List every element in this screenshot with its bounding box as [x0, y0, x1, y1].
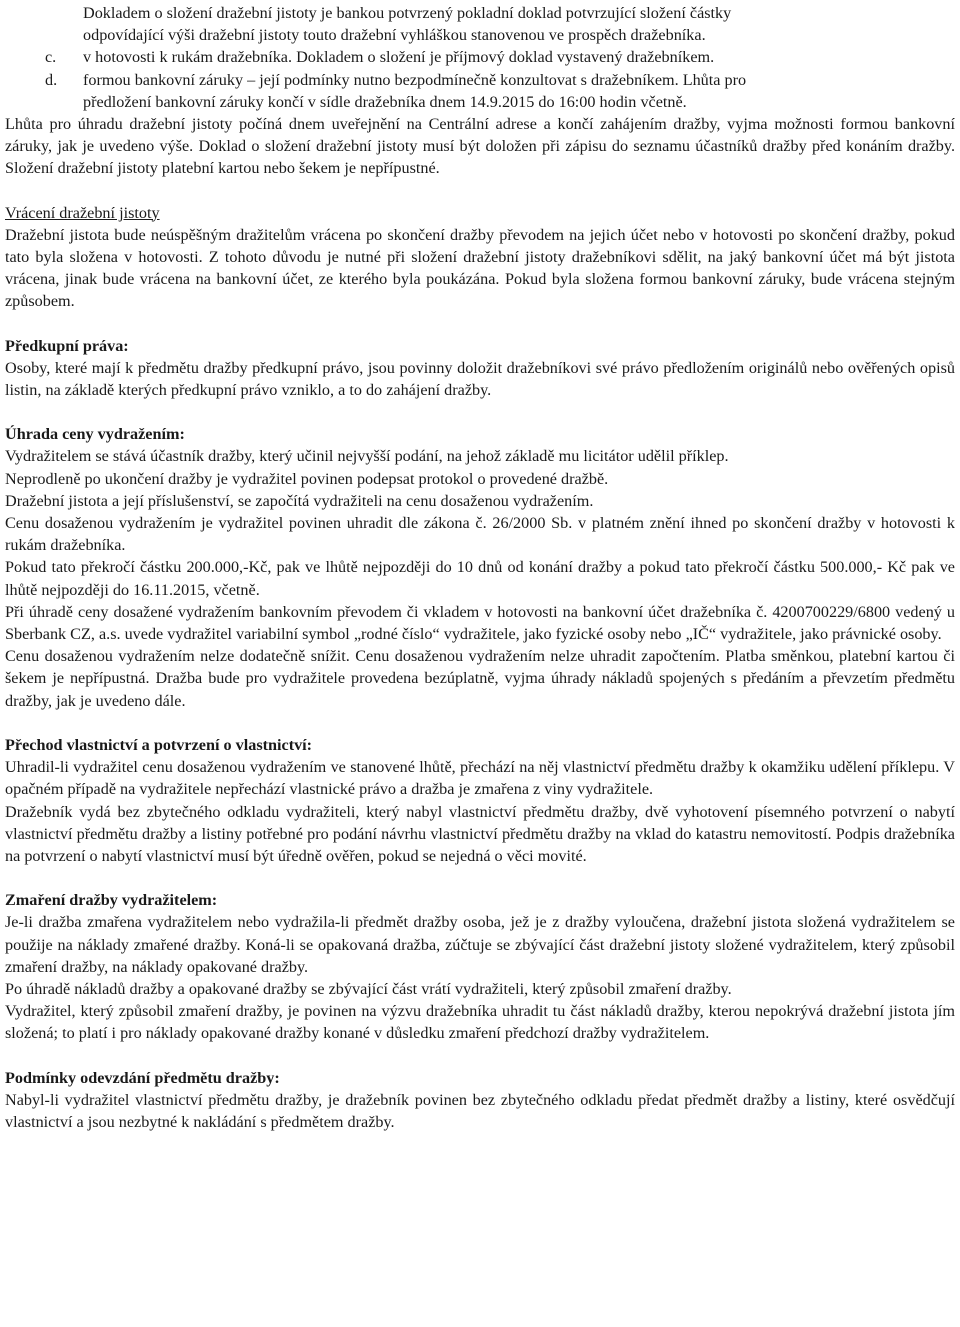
vraceni-section	[5, 202, 955, 313]
predkupni-heading: Předkupní práva:	[5, 336, 129, 355]
list-text-d	[83, 69, 955, 113]
intro-line-1: Dokladem o složení dražební jistoty je bankou potvrzený pokladní doklad potvrzující složení částky	[83, 4, 732, 22]
zmareni-paragraph-3: Vydražitel, který způsobil zmaření dražby, je povinen na výzvu dražebníka uhradit tu část nákladů dražby, kterou nepokrývá dražební jistota jím složená; to platí i pro náklady opakované dražby konané v důsledku zmaření předchozí dražby vydražitelem.	[5, 1002, 955, 1043]
vraceni-heading: Vrácení dražební jistoty	[5, 203, 160, 222]
uhrada-heading: Úhrada ceny vydražením:	[5, 425, 185, 444]
odevzdani-heading: Podmínky odevzdání předmětu dražby:	[5, 1068, 280, 1087]
list-text-d-line-2: předložení bankovní záruky končí v sídle dražebníka dnem 14.9.2015 do 16:00 hodin včetně.	[83, 92, 687, 111]
predkupni-paragraph: Osoby, které mají k předmětu dražby předkupní právo, jsou povinny doložit dražebníkovi své právo předložením originálů nebo ověřených opisů listin, na základě kterých předkupní právo vzniklo, a to do zahájení dražby.	[5, 358, 955, 400]
intro-line-2: odpovídající výši dražební jistoty touto dražební vyhláškou stanovenou ve prospěch dražebníka.	[83, 26, 706, 45]
predkupni-section	[5, 335, 955, 402]
uhrada-paragraph-5: Pokud tato překročí částku 200.000,-Kč, pak ve lhůtě nejpozději do 10 dnů od konání dražby a pokud tato překročí částku 500.000,- Kč pak ve lhůtě nejpozději do 16.11.2015, včetně.	[5, 558, 955, 599]
uhrada-paragraph-2: Neprodleně po ukončení dražby je vydražitel povinen podepsat protokol o provedené dražbě.	[5, 469, 609, 488]
uhrada-paragraph-6: Při úhradě ceny dosažené vydražením bankovním převodem či vkladem v hotovosti na bankovní účet dražebníka č. 4200700229/6800 vedený u Sberbank CZ, a.s. uvede vydražitel variabilní symbol „rodné číslo“ vydražitele, jako fyzické osoby nebo „IČ“ vydražitele, jako právnické osoby.	[5, 602, 955, 644]
prechod-paragraph-1: Uhradil-li vydražitel cenu dosaženou vydražením ve stanovené lhůtě, přechází na něj vlastnictví předmětu dražby k okamžiku udělení příklepu. V opačném případě na vydražitele nepřechází vlastnické právo a dražba je zmařena z viny vydražitele.	[5, 758, 955, 799]
list-marker-d: d.	[45, 70, 58, 89]
uhrada-paragraph-3: Dražební jistota a její příslušenství, se započítá vydražiteli na cenu dosaženou vydražením.	[5, 491, 594, 510]
uhrada-section	[5, 423, 955, 712]
prechod-heading: Přechod vlastnictví a potvrzení o vlastnictví:	[5, 735, 313, 754]
intro-section	[5, 0, 955, 180]
uhrada-paragraph-4: Cenu dosaženou vydražením je vydražitel povinen uhradit dle zákona č. 26/2000 Sb. v platném znění ihned po skončení dražby v hotovosti k rukám dražebníka.	[5, 514, 955, 555]
prechod-section	[5, 734, 955, 867]
list-text-c: v hotovosti k rukám dražebníka. Dokladem o složení je příjmový doklad vystavený dražebníkem.	[83, 48, 715, 67]
zmareni-section	[5, 889, 955, 1044]
list-marker-c: c.	[45, 48, 57, 67]
list-item-c	[5, 46, 955, 68]
vraceni-paragraph: Dražební jistota bude neúspěšným dražitelům vrácena po skončení dražby převodem na jejich účet nebo v hotovosti po skončení dražby, pokud tato byla složena v hotovosti. Z tohoto důvodu je nutné při složení dražební jistoty dražebníkovi sdělit, na jaký bankovní účet má být jistota vrácena, jinak bude vrácena na bankovní účet, ze kterého byla poukázána. Pokud byla složena formou bankovní záruky, bude vrácena stejným způsobem.	[5, 225, 955, 311]
odevzdani-paragraph-1: Nabyl-li vydražitel vlastnictví předmětu dražby, je dražebník povinen bez zbytečného odkladu předat předmět dražby a listiny, které osvědčují vlastnictví a jsou nezbytné k nakládání s předmětem dražby.	[5, 1090, 955, 1131]
list-item-d	[5, 69, 955, 113]
list-text-d-line-1: formou bankovní záruky – její podmínky nutno bezpodmínečně konzultovat s dražebníkem. Lhůta pro	[83, 70, 747, 89]
odevzdani-section	[5, 1067, 955, 1134]
uhrada-paragraph-7: Cenu dosaženou vydražením nelze dodatečně snížit. Cenu dosaženou vydražením nelze uhradit započtením. Platba směnkou, platební kartou či šekem je nepřípustná. Dražba bude pro vydražitele provedena bezúplatně, vyjma úhrady nákladů spojených s předáním a převzetím předmětu dražby, jak je uvedeno dále.	[5, 647, 955, 710]
zmareni-heading: Zmaření dražby vydražitelem:	[5, 891, 218, 910]
zmareni-paragraph-1: Je-li dražba zmařena vydražitelem nebo vydražila-li předmět dražby osoba, jež je z dražby vyloučena, dražební jistota složená vydražitelem se použije na náklady zmařené dražby. Koná-li se opakovaná dražba, zúčtuje se zbývající část dražební jistoty složené vydražitelem, který způsobil zmaření dražby, na náklady opakované dražby.	[5, 913, 955, 976]
zmareni-paragraph-2: Po úhradě nákladů dražby a opakované dražby se zbývající část vrátí vydražiteli, který způsobil zmaření dražby.	[5, 979, 732, 998]
prechod-paragraph-2: Dražebník vydá bez zbytečného odkladu vydražiteli, který nabyl vlastnictví předmětu dražby, dvě vyhotovení písemného potvrzení o nabytí vlastnictví předmětu dražby a listiny potřebné pro podání návrhu vlastnictví předmětu dražby na vklad do katastru nemovitostí. Podpis dražebníka na potvrzení o nabytí vlastnictví musí být úředně ověřen, pokud se nejedná o věci movité.	[5, 802, 955, 865]
intro-paragraph: Lhůta pro úhradu dražební jistoty počíná dnem uveřejnění na Centrální adrese a končí zahájením dražby, vyjma možnosti formou bankovní záruky, jak je uvedeno výše. Doklad o složení dražební jistoty musí být doložen při zápisu do seznamu účastníků dražby před konáním dražby. Složení dražební jistoty platební kartou nebo šekem je nepřípustné.	[5, 115, 955, 178]
uhrada-paragraph-1: Vydražitelem se stává účastník dražby, který učinil nejvyšší podání, na jehož základě mu licitátor udělil příklep.	[5, 447, 729, 466]
